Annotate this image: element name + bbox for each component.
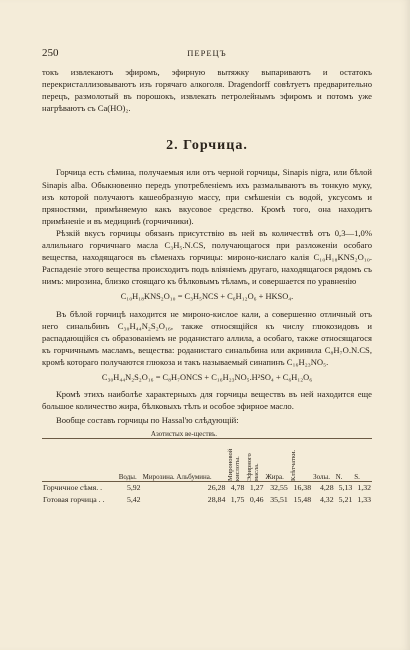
running-title: ПЕРЕЦЪ — [187, 48, 227, 58]
page-header — [42, 47, 372, 61]
col-fat: Жира. — [265, 473, 284, 482]
col-oil-label: Эфирного масла. — [246, 453, 261, 482]
table-group-header: Азотистых ве-ществъ. — [150, 430, 218, 439]
cell-oil: 0,46 — [249, 495, 264, 505]
cell-n: 5,13 — [338, 483, 353, 493]
col-s: S. — [354, 473, 360, 482]
cell-cellulose: 15,48 — [293, 495, 312, 505]
col-cellulose-label: Клѣтчатки. — [289, 450, 297, 482]
cell-fat: 32,55 — [270, 483, 288, 493]
cell-fat: 35,51 — [270, 495, 288, 505]
paragraph-1: токъ извлекаютъ эфиромъ, эфирную вытяжку выпариваютъ и остатокъ перекристаллизовываютъ изъ горячаго алкоголя. Dragendorff совѣтуетъ предварительно перецъ, размолотый въ порошокъ, извлекать петролейнымъ эфиромъ и потомъ уже нагрѣваютъ съ Ca(HO)₂. — [42, 67, 372, 114]
composition-table — [42, 430, 372, 506]
formula-2: C₃₀H₄₄N₂S₂O₁₆ = C₈H₇ONCS + C₁₆H₂₃NO₅.H²SO₄ + C₆H₁₂O₆ — [101, 372, 313, 382]
paragraph-5: Кромѣ этихъ наиболѣе характерныхъ для горчицы веществъ въ ней находится еще большое количество жира, бѣлковыхъ тѣлъ и особое эфирное масло. — [42, 389, 372, 412]
cell-ash: 4,32 — [319, 495, 334, 505]
col-mirozin: Мирозина. Альбумина. — [142, 473, 212, 482]
col-n: N. — [335, 473, 343, 482]
table-row — [42, 494, 372, 506]
col-oil — [245, 439, 264, 482]
paragraph-2: Горчица есть сѣмина, получаемыя или отъ черной горчицы, Sinapis nigra, или бѣлой Sinapis alba. Обыкновенно передъ употребленіемъ ихъ размалываютъ въ тонкую муку, изъ которой получаютъ кашеобразную массу, при смѣшеніи съ водой, уксусомъ и пряностями, примѣняемую какъ вкусовое средство. Кромѣ того, она находитъ примѣненіе и въ медицинѣ (горчичники). — [42, 167, 372, 226]
cell-myronic: 4,78 — [230, 483, 245, 493]
paragraph-3: Рѣзкій вкусъ горчицы обязанъ присутствію въ ней въ количествѣ отъ 0,3—1,0% аллильнаго горчичнаго масла C₃H₅.N.CS, получающагося при разложеніи особаго вещества, находящагося въ сѣменахъ горчицы: мироно-кислаго калія C₁₀H₁₈KNS₂O₁₀. Распаденіе этого вещества происходитъ подъ вліяніемъ другаго, находящагося рядомъ съ нимъ: мирозина, близко стоящаго къ бѣлковымъ тѣламъ, и совершается по уравненію — [42, 227, 372, 287]
table-corner — [42, 430, 118, 439]
table-header-water-spacer — [118, 430, 142, 439]
cell-s: 1,32 — [357, 483, 371, 493]
paragraph-6: Вообще составъ горчицы по Hassal'ю слѣдующій: — [56, 415, 239, 426]
cell-s: 1,33 — [357, 495, 371, 505]
row-label: Готовая горчица . . — [43, 495, 105, 505]
cell-water: 5,92 — [126, 483, 141, 493]
table-header-label — [42, 439, 118, 482]
section-title: 2. Горчица. — [166, 138, 248, 154]
paragraph-4: Въ бѣлой горчицѣ находится не мироно-кислое кали, а совершенно отличный отъ него синальбинъ C₃₀H₄₄N₂S₂O₁₆, также относящійся къ числу глюкозидовъ и распадающійся съ образованіемъ не роданистаго аллила, а особаго, также относящагося къ горчичнымъ масламъ, вещества: роданистаго синальбина или акринила C₈H₇O.N.CS, кромѣ котораго получаются глюкоза и такъ называемый синапинъ C₁₆H₂₃NO₅. — [42, 308, 372, 367]
cell-myronic: 1,75 — [230, 495, 245, 505]
page-number: 250 — [42, 47, 59, 59]
table-header-spacer — [226, 430, 372, 439]
row-label: Горчичное сѣмя. . — [43, 483, 103, 493]
cell-water: 5,42 — [126, 495, 141, 505]
cell-n: 5,21 — [338, 495, 353, 505]
cell-mirozin: 26,28 — [207, 483, 226, 493]
cell-oil: 1,27 — [249, 483, 264, 493]
page-body — [42, 66, 372, 507]
col-cellulose — [289, 439, 312, 482]
col-myronic-label: Мироновой кислоты. — [227, 449, 242, 482]
formula-1: C₁₀H₁₈KNS₂O₁₀ = C₃H₅NCS + C₆H₁₂O₆ + HKSO₄. — [120, 292, 294, 302]
col-water: Воды. — [118, 473, 137, 482]
cell-cellulose: 16,38 — [293, 483, 312, 493]
col-ash: Золы. — [313, 473, 330, 482]
col-myronic — [226, 439, 245, 482]
cell-ash: 4,28 — [319, 483, 334, 493]
table-row — [42, 482, 372, 495]
cell-mirozin: 28,84 — [207, 495, 226, 505]
